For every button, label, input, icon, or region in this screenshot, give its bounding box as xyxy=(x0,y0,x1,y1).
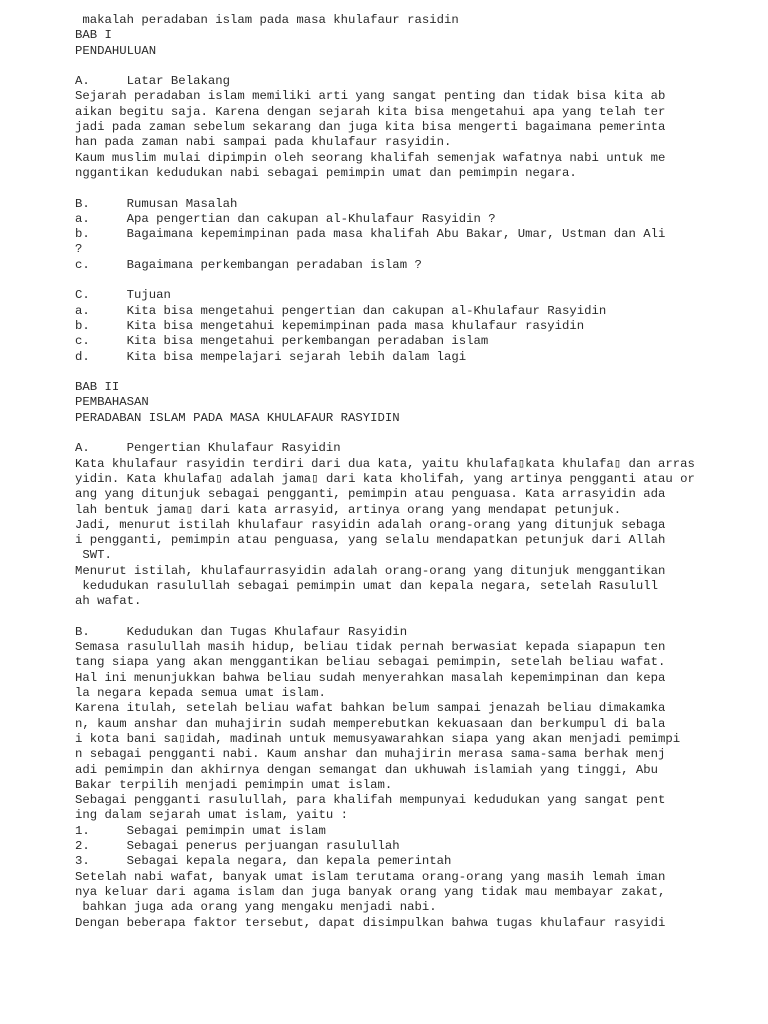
document-line: Menurut istilah, khulafaurrasyidin adalah orang-orang yang ditunjuk menggantikan xyxy=(75,563,666,578)
document-line: a. Kita bisa mengetahui pengertian dan cakupan al-Khulafaur Rasyidin xyxy=(75,303,607,318)
document-line: i kota bani sa▯idah, madinah untuk memusyawarahkan siapa yang akan menjadi pemimpi xyxy=(75,731,681,746)
document-line: Setelah nabi wafat, banyak umat islam terutama orang-orang yang masih lemah iman xyxy=(75,869,666,884)
document-line: aikan begitu saja. Karena dengan sejarah kita bisa mengetahui apa yang telah ter xyxy=(75,104,666,119)
document-line: nya keluar dari agama islam dan juga banyak orang yang tidak mau membayar zakat, xyxy=(75,884,666,899)
document-line: adi pemimpin dan akhirnya dengan semangat dan ukhuwah islamiah yang tinggi, Abu xyxy=(75,762,658,777)
document-line: makalah peradaban islam pada masa khulafaur rasidin xyxy=(75,13,459,27)
document-line: PENDAHULUAN xyxy=(75,43,157,58)
document-line xyxy=(75,181,765,196)
document-line xyxy=(75,610,765,625)
document-line: Bakar terpilih menjadi pemimpin umat islam. xyxy=(75,777,393,792)
document-line: b. Bagaimana kepemimpinan pada masa khalifah Abu Bakar, Umar, Ustman dan Ali xyxy=(75,227,666,242)
document-line: ah wafat. xyxy=(75,594,142,609)
document-line xyxy=(75,59,765,74)
document-line: i pengganti, pemimpin atau penguasa, yang selalu mendapatkan petunjuk dari Allah xyxy=(75,533,666,548)
document-line: PERADABAN ISLAM PADA MASA KHULAFAUR RASYIDIN xyxy=(75,410,400,425)
document-line: BAB II xyxy=(75,380,120,395)
document-line xyxy=(75,365,765,380)
document-line: nggantikan kedudukan nabi sebagai pemimpin umat dan pemimpin negara. xyxy=(75,165,577,180)
document-line: kedudukan rasulullah sebagai pemimpin umat dan kepala negara, setelah Rasulull xyxy=(75,578,658,593)
document-line: A. Latar Belakang xyxy=(75,74,230,89)
document-line: 2. Sebagai penerus perjuangan rasulullah xyxy=(75,839,400,854)
document-line: Hal ini menunjukkan bahwa beliau sudah menyerahkan masalah kepemimpinan dan kepa xyxy=(75,670,666,685)
document-line: Sejarah peradaban islam memiliki arti yang sangat penting dan tidak bisa kita ab xyxy=(75,89,666,104)
document-line: yidin. Kata khulafa▯ adalah jama▯ dari kata kholifah, yang artinya pengganti atau or xyxy=(75,471,695,486)
document-line: SWT. xyxy=(75,548,112,563)
document-line: ? xyxy=(75,242,83,257)
document-line: c. Bagaimana perkembangan peradaban islam ? xyxy=(75,257,422,272)
document-line: PEMBAHASAN xyxy=(75,395,149,410)
document-body xyxy=(75,13,765,931)
document-line: ang yang ditunjuk sebagai pengganti, pemimpin atau penguasa. Kata arrasyidin ada xyxy=(75,487,666,502)
document-line: tang siapa yang akan menggantikan beliau sebagai pemimpin, setelah beliau wafat. xyxy=(75,655,666,670)
document-line: ing dalam sejarah umat islam, yaitu : xyxy=(75,808,349,823)
document-line: han pada zaman nabi sampai pada khulafaur rasyidin. xyxy=(75,135,452,150)
document-line xyxy=(75,273,765,288)
document-line: C. Tujuan xyxy=(75,288,171,303)
document-line: Sebagai pengganti rasulullah, para khalifah mempunyai kedudukan yang sangat pent xyxy=(75,793,666,808)
document-line: Kata khulafaur rasyidin terdiri dari dua kata, yaitu khulafa▯kata khulafa▯ dan arras xyxy=(75,456,695,471)
document-line: B. Rumusan Masalah xyxy=(75,196,238,211)
document-line: lah bentuk jama▯ dari kata arrasyid, artinya orang yang mendapat petunjuk. xyxy=(75,502,622,517)
document-line: Dengan beberapa faktor tersebut, dapat disimpulkan bahwa tugas khulafaur rasyidi xyxy=(75,915,666,930)
document-line: n sebagai pengganti nabi. Kaum anshar dan muhajirin merasa sama-sama berhak menj xyxy=(75,747,666,762)
document-line: 1. Sebagai pemimpin umat islam xyxy=(75,823,326,838)
document-line: b. Kita bisa mengetahui kepemimpinan pada masa khulafaur rasyidin xyxy=(75,318,585,333)
document-line: n, kaum anshar dan muhajirin sudah memperebutkan kekuasaan dan berkumpul di bala xyxy=(75,716,666,731)
document-line: la negara kepada semua umat islam. xyxy=(75,686,326,701)
document-line: A. Pengertian Khulafaur Rasyidin xyxy=(75,441,341,456)
document-line: B. Kedudukan dan Tugas Khulafaur Rasyidin xyxy=(75,624,408,639)
document-line: c. Kita bisa mengetahui perkembangan peradaban islam xyxy=(75,334,489,349)
document-line: Karena itulah, setelah beliau wafat bahkan belum sampai jenazah beliau dimakamka xyxy=(75,701,666,716)
document-line: BAB I xyxy=(75,28,112,43)
document-line: Semasa rasulullah masih hidup, beliau tidak pernah berwasiat kepada siapapun ten xyxy=(75,640,666,655)
document-line: Kaum muslim mulai dipimpin oleh seorang khalifah semenjak wafatnya nabi untuk me xyxy=(75,150,666,165)
document-line xyxy=(75,426,765,441)
document-line: 3. Sebagai kepala negara, dan kepala pemerintah xyxy=(75,854,452,869)
document-line: Jadi, menurut istilah khulafaur rasyidin adalah orang-orang yang ditunjuk sebaga xyxy=(75,517,666,532)
document-line: jadi pada zaman sebelum sekarang dan juga kita bisa mengerti bagaimana pemerinta xyxy=(75,120,666,135)
document-line: a. Apa pengertian dan cakupan al-Khulafaur Rasyidin ? xyxy=(75,211,496,226)
document-line: bahkan juga ada orang yang mengaku menjadi nabi. xyxy=(75,900,437,915)
document-line: d. Kita bisa mempelajari sejarah lebih dalam lagi xyxy=(75,349,467,364)
